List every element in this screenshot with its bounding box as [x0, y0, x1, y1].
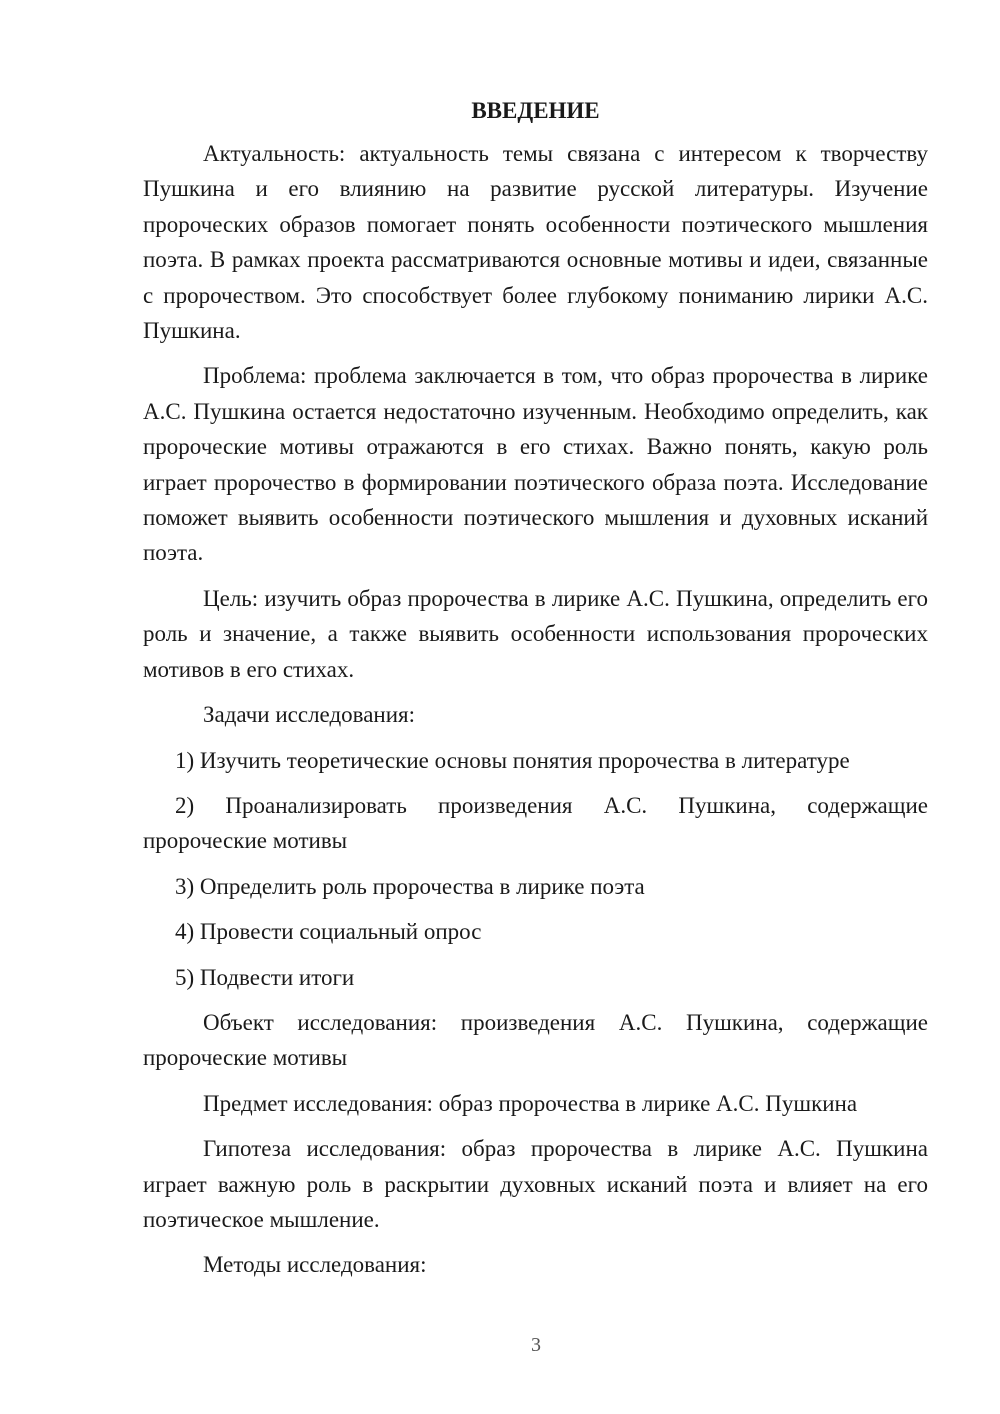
- paragraph-methods-title: Методы исследования:: [203, 1252, 427, 1278]
- paragraph-relevance: Актуальность: актуальность темы связана с интересом к творчеству Пушкина и его влиянию на развитие русской литературы. Изучение пророческих образов помогает понять особенности поэтического мышления поэта. В рамках проекта рассматриваются основные мотивы и идеи, связанные с пророчеством. Это способствует более глубокому пониманию лирики А.С. Пушкина.: [143, 141, 928, 344]
- paragraph-tasks-title: Задачи исследования:: [203, 702, 416, 728]
- tasks-list: [143, 743, 928, 995]
- section-heading: ВВЕДЕНИЕ: [471, 98, 600, 123]
- task-item: 1) Изучить теоретические основы понятия пророчества в литературе: [175, 747, 850, 773]
- paragraph-subject: Предмет исследования: образ пророчества в лирике А.С. Пушкина: [203, 1090, 858, 1116]
- paragraph-goal: Цель: изучить образ пророчества в лирике А.С. Пушкина, определить его роль и значение, а также выявить особенности использования пророческих мотивов в его стихах.: [143, 585, 928, 682]
- task-item: 2) Проанализировать произведения А.С. Пушкина, содержащие пророческие мотивы: [143, 792, 928, 854]
- paragraph-object: Объект исследования: произведения А.С. Пушкина, содержащие пророческие мотивы: [143, 1009, 928, 1071]
- task-item: 3) Определить роль пророчества в лирике поэта: [175, 873, 645, 899]
- paragraph-problem: Проблема: проблема заключается в том, что образ пророчества в лирике А.С. Пушкина остается недостаточно изученным. Необходимо определить, как пророческие мотивы отражаются в его стихах. Важно понять, какую роль играет пророчество в формировании поэтического образа поэта. Исследование поможет выявить особенности поэтического мышления и духовных исканий поэта.: [143, 363, 928, 566]
- paragraph-hypothesis: Гипотеза исследования: образ пророчества в лирике А.С. Пушкина играет важную роль в раскрытии духовных исканий поэта и влияет на его поэтическое мышление.: [143, 1136, 928, 1232]
- document-page: [143, 96, 928, 1293]
- page-number: 3: [531, 1334, 541, 1356]
- task-item: 5) Подвести итоги: [175, 964, 355, 990]
- task-item: 4) Провести социальный опрос: [175, 919, 482, 945]
